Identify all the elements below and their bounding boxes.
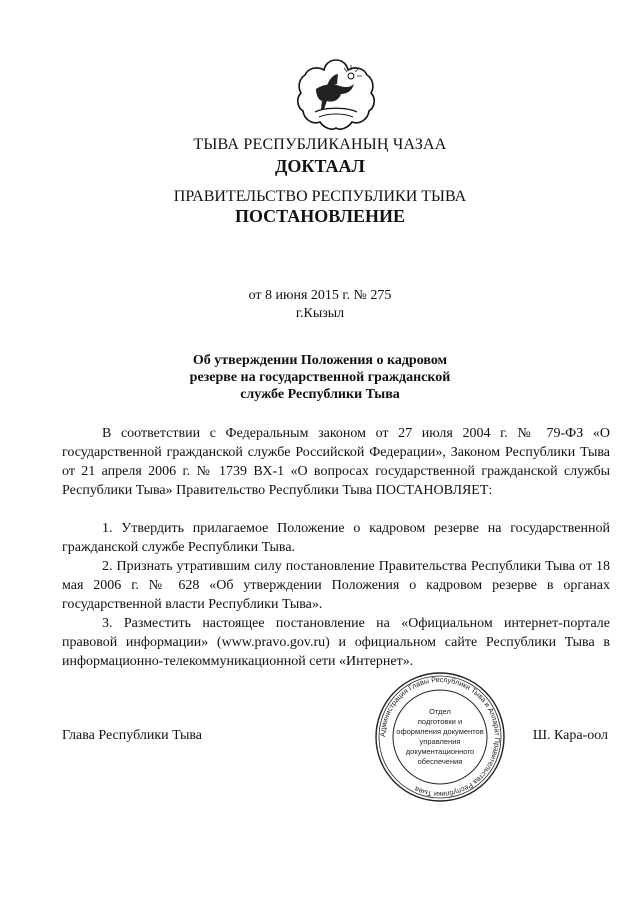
header-line-postanovlenie: ПОСТАНОВЛЕНИЕ [234, 206, 406, 226]
stamp-inner-line: подготовки и [417, 717, 463, 726]
document-title-line: Об утверждении Положения о кадровом [192, 353, 448, 368]
document-title-line: службе Республики Тыва [240, 387, 400, 402]
header-line-tuvan-government: ТЫВА РЕСПУБЛИКАНЫҢ ЧАЗАА [193, 136, 447, 153]
document-date-number: от 8 июня 2015 г. № 275 [248, 288, 392, 303]
stamp-inner-line: документационного [405, 747, 475, 756]
document-title-line: резерве на государственной гражданской [189, 370, 451, 385]
stamp-inner-line: Отдел [429, 707, 451, 716]
header-line-doktaal: ДОКТААЛ [275, 156, 365, 176]
stamp-inner-line: оформления документов [396, 727, 484, 736]
preamble-paragraph: В соответствии с Федеральным законом от 27 июля 2004 г. № 79-ФЗ «О государственной гражданской службе Российской Федерации», Законом Республики Тыва от 21 апреля 2006 г. № 1739 ВХ-1 «О вопросах государственной гражданской службы Республики Тыва» Правительство Республики Тыва ПОСТАНОВЛЯЕТ: [62, 426, 610, 498]
signatory-name: Ш. Кара-оол [532, 728, 608, 743]
stamp-inner-line: обеспечения [417, 757, 463, 766]
document-title [0, 352, 640, 403]
stamp-outer-text: Администрация Главы Республики Тыва и Аппарат Правительства Республики Тыва [377, 674, 503, 800]
resolution-item-1: 1. Утвердить прилагаемое Положение о кадровом резерве на государственной гражданской службе Республики Тыва. [62, 521, 610, 555]
coat-of-arms-emblem [293, 56, 379, 132]
official-stamp [373, 670, 507, 804]
document-city: г.Кызыл [295, 306, 345, 321]
stamp-inner-line: управления [419, 737, 461, 746]
signatory-position: Глава Республики Тыва [62, 728, 203, 743]
resolution-item-2: 2. Признать утратившим силу постановление Правительства Республики Тыва от 18 мая 2006 г. № 628 «Об утверждении Положения о кадровом резерве в органах государственной власти Республики Тыва». [62, 559, 610, 612]
resolution-item-3: 3. Разместить настоящее постановление на «Официальном интернет-портале правовой информации» (www.pravo.gov.ru) и официальном сайте Республики Тыва в информационно-телекоммуникационной сети «Интернет». [62, 616, 610, 669]
header-line-government: ПРАВИТЕЛЬСТВО РЕСПУБЛИКИ ТЫВА [173, 188, 467, 205]
document-body [62, 424, 610, 671]
